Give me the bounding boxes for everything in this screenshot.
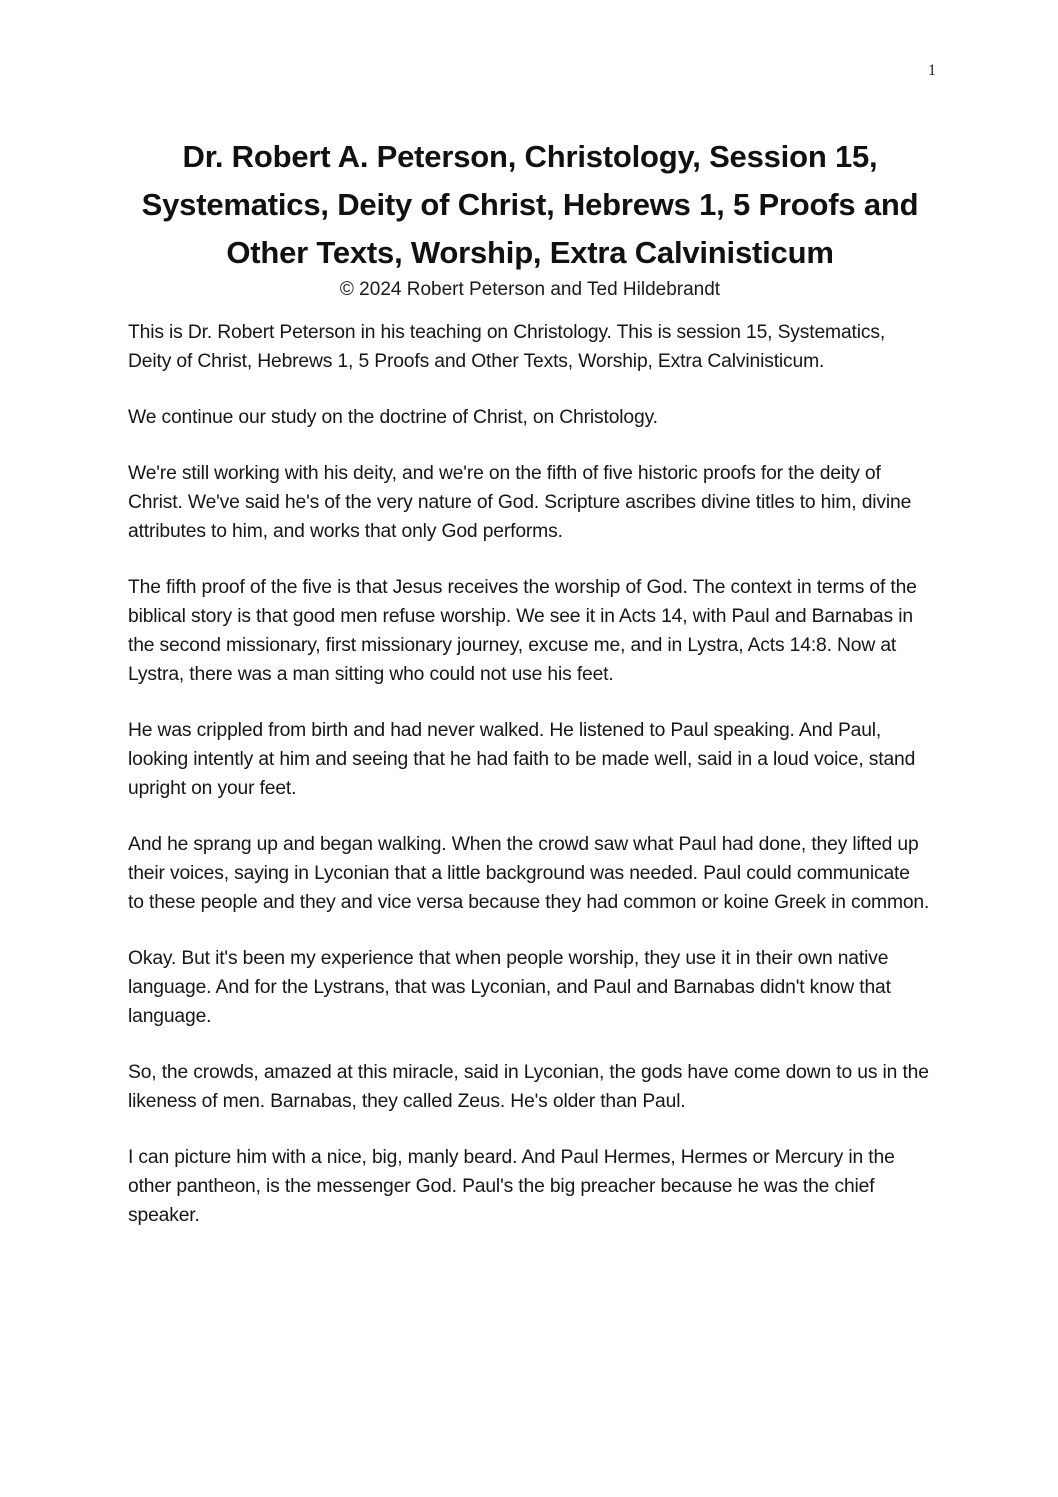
- paragraph: Okay. But it's been my experience that when people worship, they use it in their own native language. And for the Lystrans, that was Lyconian, and Paul and Barnabas didn't know that language.: [128, 948, 891, 1027]
- paragraph: So, the crowds, amazed at this miracle, said in Lyconian, the gods have come down to us in the likeness of men. Barnabas, they called Zeus. He's older than Paul.: [128, 1062, 929, 1112]
- transcript-body: [128, 318, 930, 1257]
- paragraph: He was crippled from birth and had never walked. He listened to Paul speaking. And Paul, looking intently at him and seeing that he had faith to be made well, said in a loud voice, stand upright on your feet.: [128, 720, 916, 799]
- document-header: [128, 133, 932, 303]
- paragraph: And he sprang up and began walking. When the crowd saw what Paul had done, they lifted up their voices, saying in Lyconian that a little background was needed. Paul could communicate to these people and they and vice versa because they had common or koine Greek in common.: [128, 834, 930, 913]
- page-number: 1: [928, 62, 936, 79]
- paragraph: I can picture him with a nice, big, manly beard. And Paul Hermes, Hermes or Mercury in the other pantheon, is the messenger God. Paul's the big preacher because he was the chief speaker.: [128, 1147, 895, 1226]
- document-title: Dr. Robert A. Peterson, Christology, Session 15, Systematics, Deity of Christ, Hebrews 1, 5 Proofs and Other Texts, Worship, Extra Calvinisticum: [141, 139, 919, 270]
- paragraph: This is Dr. Robert Peterson in his teaching on Christology. This is session 15, Systematics, Deity of Christ, Hebrews 1, 5 Proofs and Other Texts, Worship, Extra Calvinisticum.: [128, 322, 886, 372]
- copyright-line: © 2024 Robert Peterson and Ted Hildebrandt: [339, 279, 721, 300]
- paragraph: We continue our study on the doctrine of Christ, on Christology.: [128, 407, 658, 428]
- paragraph: The fifth proof of the five is that Jesus receives the worship of God. The context in terms of the biblical story is that good men refuse worship. We see it in Acts 14, with Paul and Barnabas in the second missionary, first missionary journey, excuse me, and in Lystra, Acts 14:8. Now at Lystra, there was a man sitting who could not use his feet.: [128, 577, 917, 685]
- paragraph: We're still working with his deity, and we're on the fifth of five historic proofs for the deity of Christ. We've said he's of the very nature of God. Scripture ascribes divine titles to him, divine attributes to him, and works that only God performs.: [128, 463, 912, 542]
